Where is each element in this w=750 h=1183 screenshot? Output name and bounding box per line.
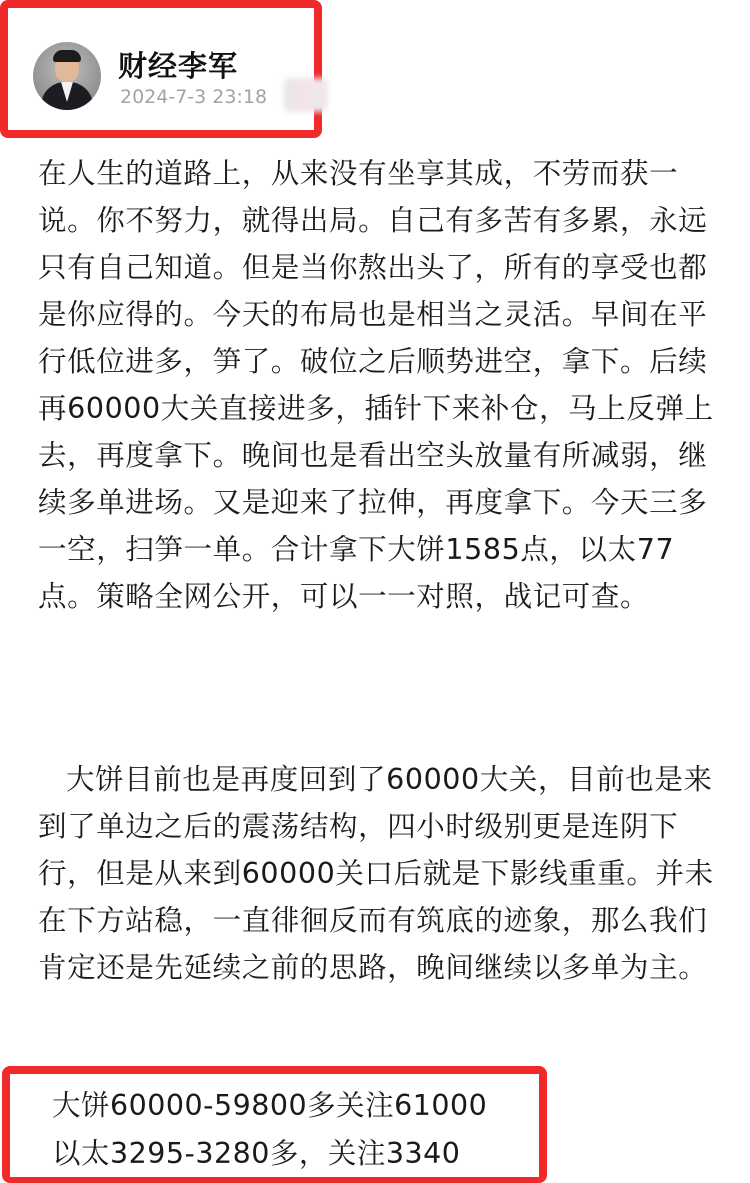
avatar-hair — [53, 50, 81, 62]
strategy-line: 大饼60000-59800多关注61000 — [52, 1089, 488, 1122]
post-datetime: 2024-7-3 23:18 — [120, 86, 268, 108]
post-paragraph: 在人生的道路上，从来没有坐享其成，不劳而获一说。你不努力，就得出局。自己有多苦有多累，永远只有自己知道。但是当你熬出头了，所有的享受也都是你应得的。今天的布局也是相当之灵活。早间在平行低位进多，笋了。破位之后顺势进空，拿下。后续再60000大关直接进多，插针下来补仓，马上反弹上去，再度拿下。晚间也是看出空头放量有所减弱，继续多单进场。又是迎来了拉伸，再度拿下。今天三多一空，扫笋一单。合计拿下大饼1585点，以太77点。策略全网公开，可以一一对照，战记可查。 — [38, 157, 714, 613]
blurred-tag — [284, 78, 328, 112]
strategy-line: 以太3295-3280多，关注3340 — [52, 1137, 461, 1170]
author-avatar[interactable] — [33, 42, 101, 110]
author-name[interactable]: 财经李军 — [118, 49, 239, 83]
post-paragraph: 大饼目前也是再度回到了60000大关，目前也是来到了单边之后的震荡结构，四小时级别更是连阴下行，但是从来到60000关口后就是下影线重重。并未在下方站稳，一直徘徊反而有筑底的迹象，那么我们肯定还是先延续之前的思路，晚间继续以多单为主。 — [38, 763, 714, 984]
